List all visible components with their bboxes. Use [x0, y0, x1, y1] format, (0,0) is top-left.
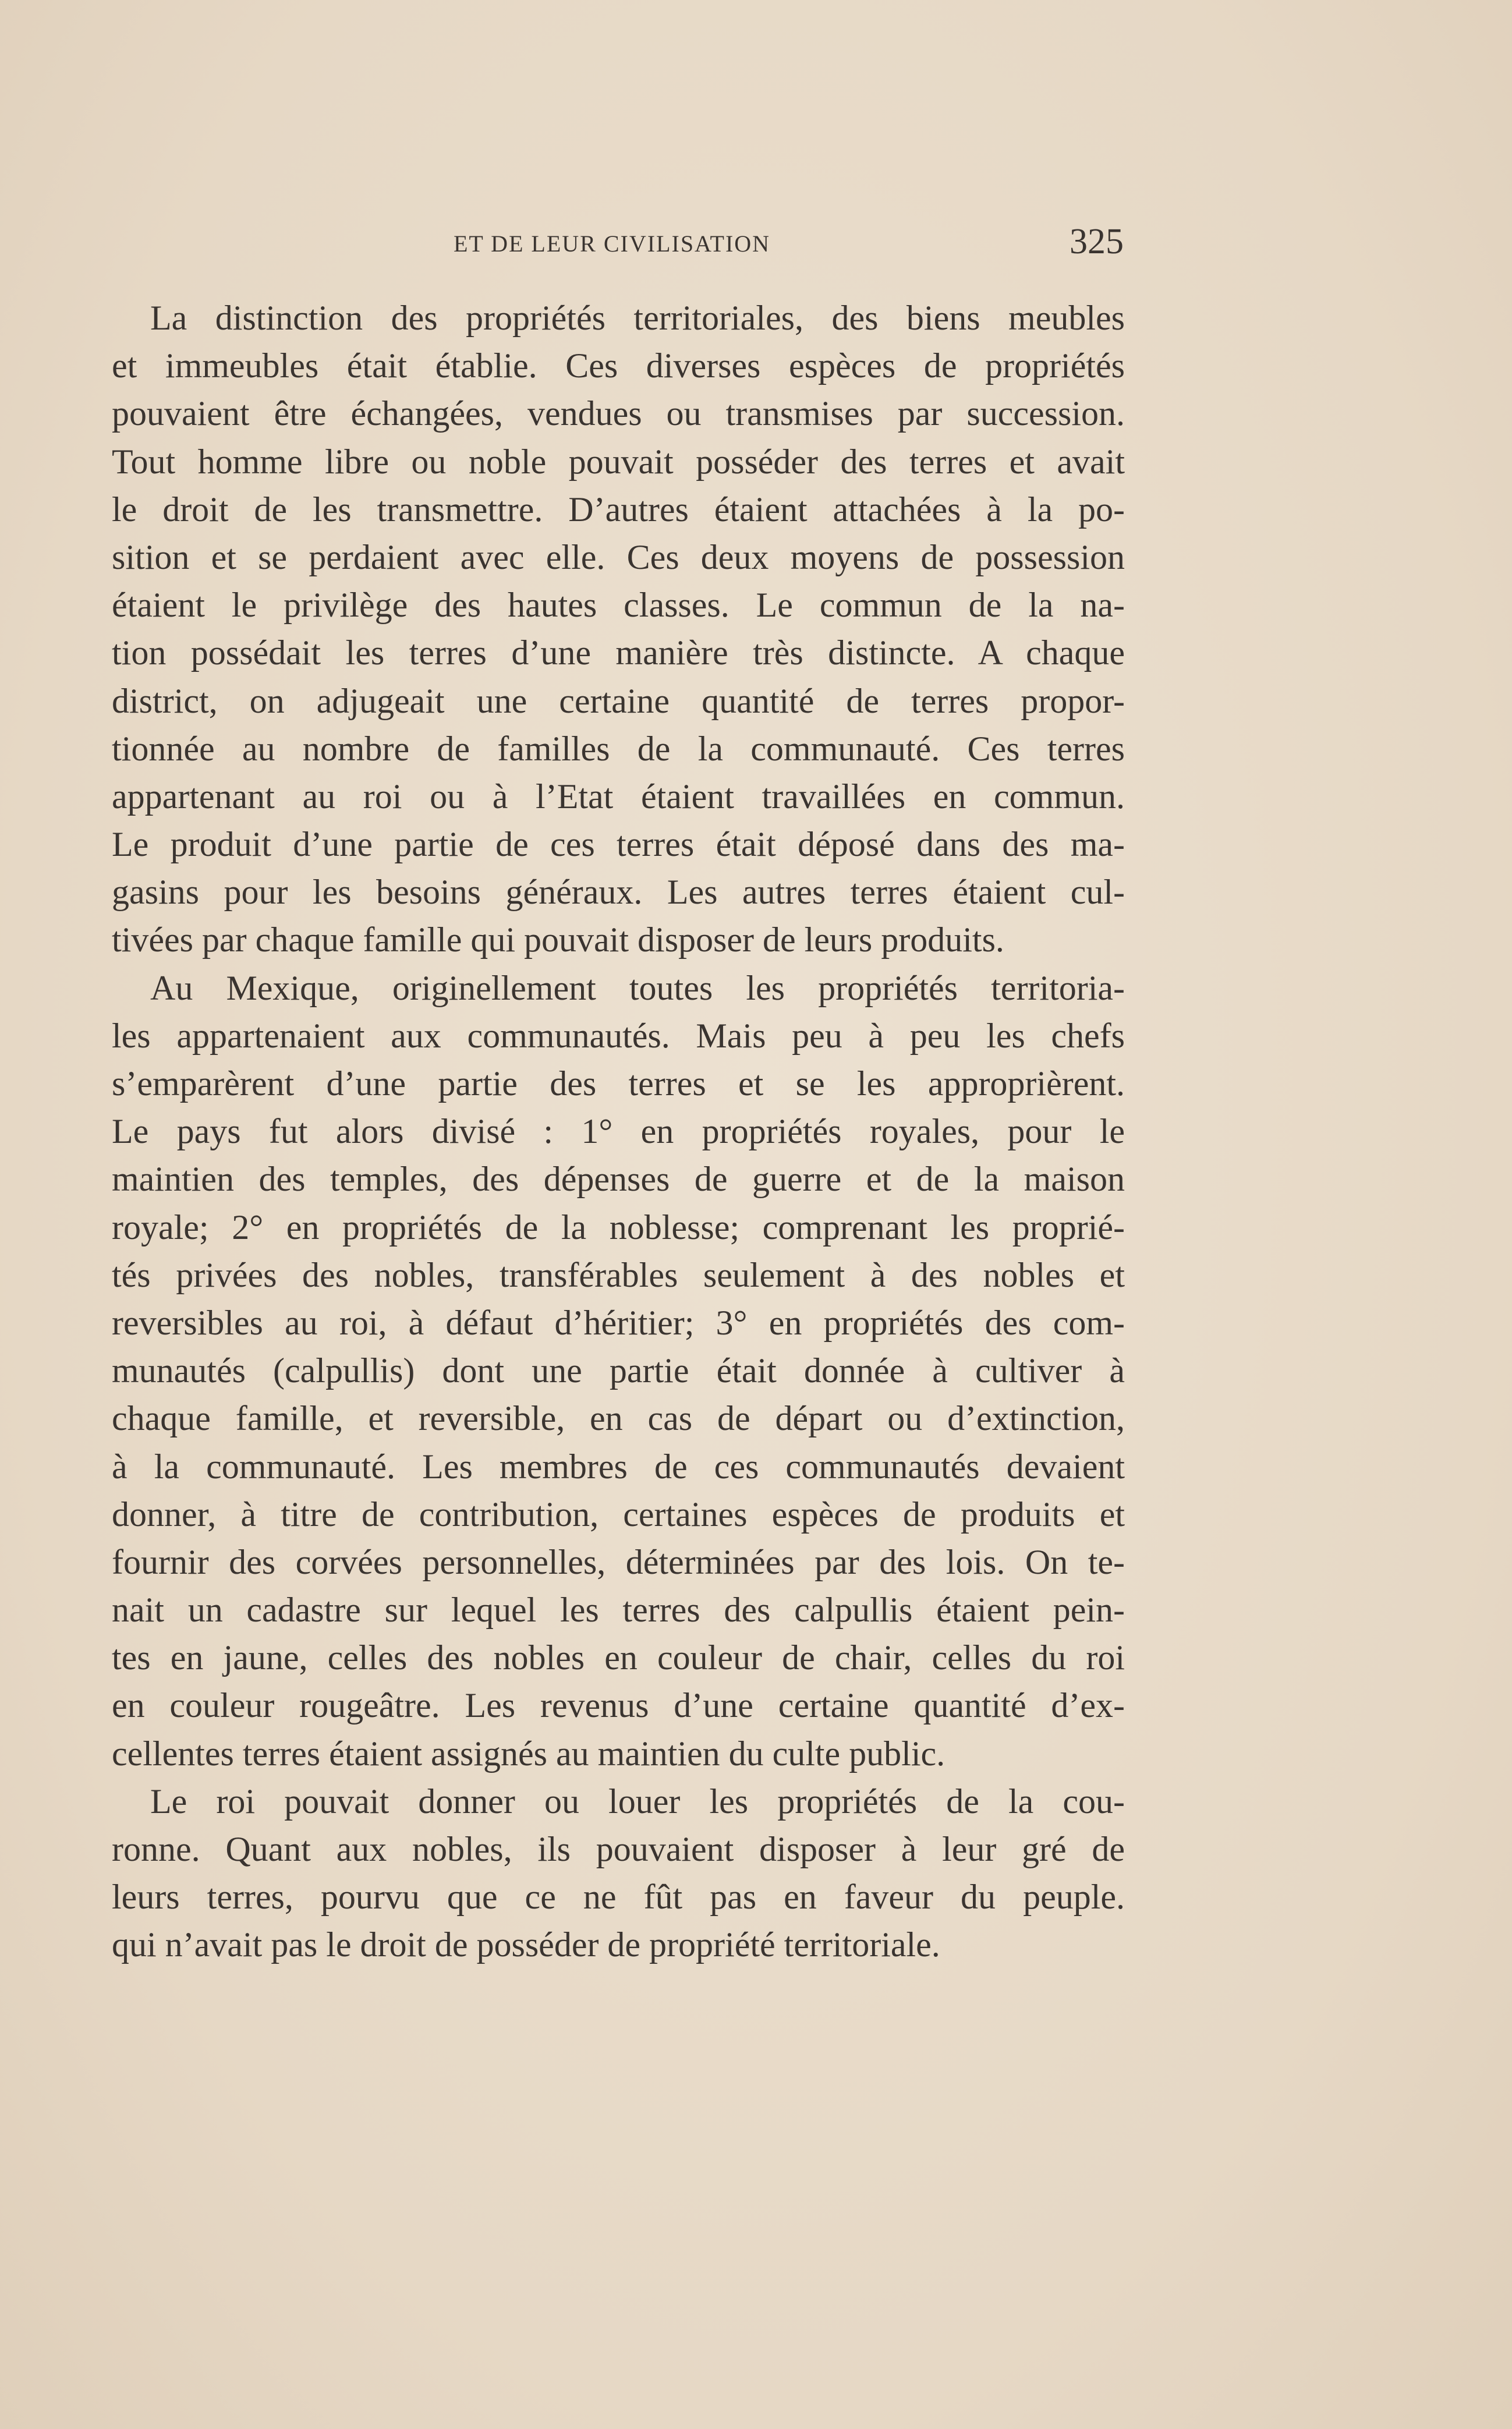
- text-line: tivées par chaque famille qui pouvait disposer de leurs produits.: [112, 920, 1004, 959]
- paragraph: [112, 964, 1125, 1778]
- paragraph: [112, 294, 1125, 964]
- text-line: leurs terres, pourvu que ce ne fût pas en faveur du peuple.: [112, 1878, 1125, 1917]
- text-line: chaque famille, et reversible, en cas de départ ou d’extinction,: [112, 1399, 1125, 1438]
- body-text: [112, 294, 1125, 1969]
- text-line: sition et se perdaient avec elle. Ces deux moyens de possession: [112, 537, 1125, 576]
- text-line: à la communauté. Les membres de ces communautés devaient: [112, 1447, 1125, 1486]
- text-line: tionnée au nombre de familles de la communauté. Ces terres: [112, 729, 1125, 768]
- text-line: munautés (calpullis) dont une partie était donnée à cultiver à: [112, 1351, 1125, 1390]
- text-line: pouvaient être échangées, vendues ou transmises par succession.: [112, 394, 1125, 433]
- text-line: fournir des corvées personnelles, déterminées par des lois. On te-: [112, 1542, 1125, 1581]
- page-number: 325: [1070, 222, 1124, 261]
- text-line: qui n’avait pas le droit de posséder de propriété territoriale.: [112, 1925, 940, 1964]
- text-line: appartenant au roi ou à l’Etat étaient travaillées en commun.: [112, 777, 1125, 816]
- text-line: s’emparèrent d’une partie des terres et se les approprièrent.: [112, 1064, 1125, 1103]
- running-header: ET DE LEUR CIVILISATION: [453, 231, 771, 257]
- text-line: tion possédait les terres d’une manière très distincte. A chaque: [112, 633, 1125, 672]
- text-line: Tout homme libre ou noble pouvait posséder des terres et avait: [112, 442, 1125, 481]
- text-line: et immeubles était établie. Ces diverses espèces de propriétés: [112, 346, 1125, 385]
- text-line: royale; 2° en propriétés de la noblesse; comprenant les proprié-: [112, 1208, 1125, 1247]
- text-line: maintien des temples, des dépenses de guerre et de la maison: [112, 1160, 1125, 1199]
- text-line: les appartenaient aux communautés. Mais peu à peu les chefs: [112, 1016, 1125, 1055]
- text-line: le droit de les transmettre. D’autres étaient attachées à la po-: [112, 490, 1125, 529]
- text-line: Le pays fut alors divisé : 1° en propriétés royales, pour le: [112, 1112, 1125, 1151]
- text-line: Au Mexique, originellement toutes les propriétés territoria-: [150, 968, 1125, 1007]
- text-line: étaient le privilège des hautes classes. Le commun de la na-: [112, 586, 1125, 625]
- text-line: La distinction des propriétés territoriales, des biens meubles: [150, 299, 1125, 337]
- text-line: Le produit d’une partie de ces terres était déposé dans des ma-: [112, 825, 1125, 864]
- paragraph: [112, 1778, 1125, 1969]
- text-line: reversibles au roi, à défaut d’héritier; 3° en propriétés des com-: [112, 1303, 1125, 1342]
- text-line: district, on adjugeait une certaine quantité de terres propor-: [112, 681, 1125, 720]
- text-line: cellentes terres étaient assignés au maintien du culte public.: [112, 1734, 946, 1773]
- text-line: gasins pour les besoins généraux. Les autres terres étaient cul-: [112, 873, 1125, 912]
- text-line: tés privées des nobles, transférables seulement à des nobles et: [112, 1255, 1125, 1294]
- text-line: tes en jaune, celles des nobles en couleur de chair, celles du roi: [112, 1638, 1125, 1677]
- text-line: donner, à titre de contribution, certaines espèces de produits et: [112, 1495, 1125, 1534]
- text-line: nait un cadastre sur lequel les terres des calpullis étaient pein-: [112, 1591, 1125, 1630]
- text-line: Le roi pouvait donner ou louer les propriétés de la cou-: [150, 1782, 1125, 1821]
- text-line: en couleur rougeâtre. Les revenus d’une certaine quantité d’ex-: [112, 1686, 1125, 1725]
- text-line: ronne. Quant aux nobles, ils pouvaient disposer à leur gré de: [112, 1830, 1125, 1868]
